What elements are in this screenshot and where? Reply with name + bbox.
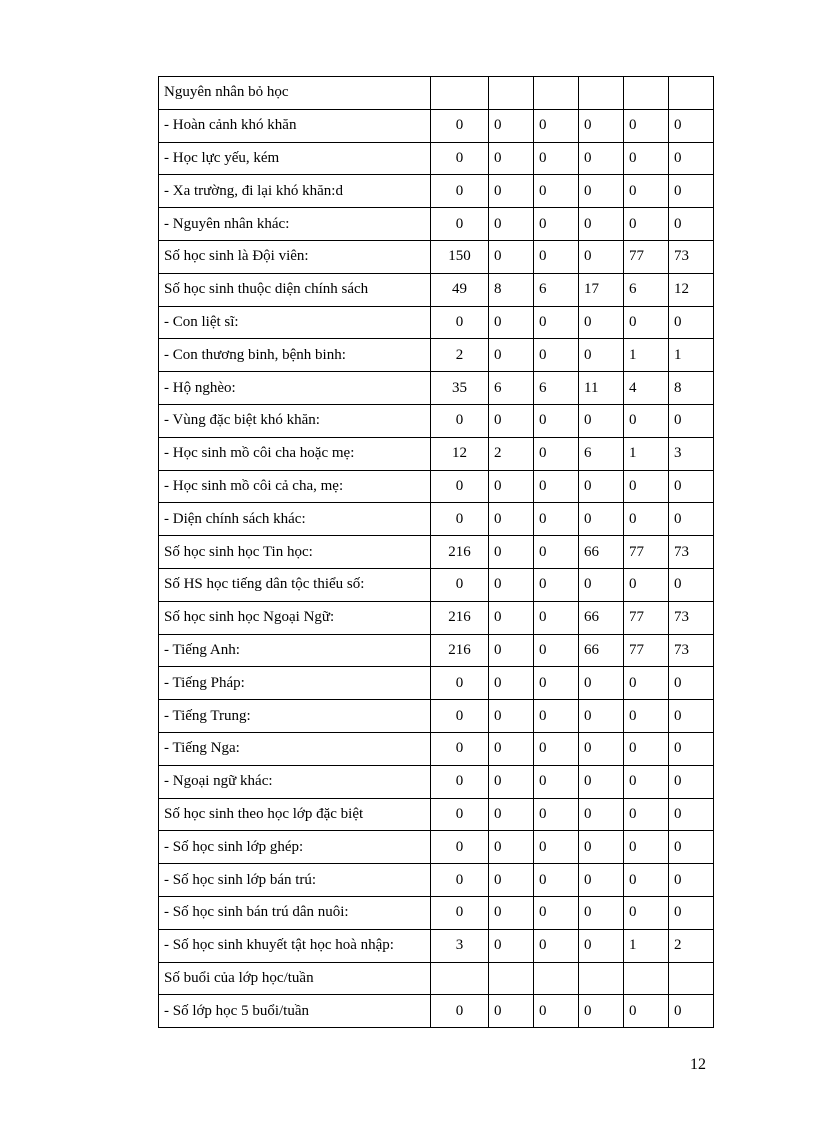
row-label: - Ngoại ngữ khác: <box>159 765 431 798</box>
total-cell: 0 <box>431 896 489 929</box>
value-cell: 0 <box>624 306 669 339</box>
value-cell: 6 <box>579 437 624 470</box>
value-cell: 0 <box>489 536 534 569</box>
value-cell: 0 <box>534 142 579 175</box>
value-cell: 1 <box>624 339 669 372</box>
row-label: - Tiếng Nga: <box>159 732 431 765</box>
total-cell: 0 <box>431 732 489 765</box>
value-cell: 73 <box>669 536 714 569</box>
total-cell: 12 <box>431 437 489 470</box>
total-cell: 216 <box>431 536 489 569</box>
total-cell: 0 <box>431 864 489 897</box>
value-cell: 0 <box>579 240 624 273</box>
total-cell: 3 <box>431 929 489 962</box>
row-label: - Con liệt sĩ: <box>159 306 431 339</box>
value-cell: 0 <box>489 864 534 897</box>
value-cell <box>534 77 579 110</box>
table-row <box>159 962 714 995</box>
value-cell <box>669 962 714 995</box>
value-cell: 0 <box>489 142 534 175</box>
value-cell: 0 <box>669 765 714 798</box>
value-cell: 0 <box>579 765 624 798</box>
value-cell: 0 <box>579 142 624 175</box>
value-cell: 1 <box>669 339 714 372</box>
value-cell <box>534 962 579 995</box>
value-cell: 0 <box>579 568 624 601</box>
value-cell: 0 <box>579 339 624 372</box>
total-cell: 0 <box>431 568 489 601</box>
value-cell: 77 <box>624 536 669 569</box>
value-cell: 0 <box>489 634 534 667</box>
value-cell: 0 <box>624 864 669 897</box>
total-cell: 0 <box>431 306 489 339</box>
value-cell: 0 <box>534 765 579 798</box>
value-cell: 0 <box>489 601 534 634</box>
value-cell: 0 <box>669 568 714 601</box>
row-label: - Vùng đặc biệt khó khăn: <box>159 404 431 437</box>
value-cell: 8 <box>669 372 714 405</box>
table-row <box>159 142 714 175</box>
value-cell: 0 <box>534 732 579 765</box>
total-cell: 150 <box>431 240 489 273</box>
value-cell: 73 <box>669 601 714 634</box>
row-label: - Hộ nghèo: <box>159 372 431 405</box>
value-cell: 77 <box>624 601 669 634</box>
value-cell <box>489 77 534 110</box>
row-label: Số học sinh là Đội viên: <box>159 240 431 273</box>
value-cell: 0 <box>669 798 714 831</box>
statistics-table <box>158 76 714 1028</box>
value-cell: 0 <box>669 700 714 733</box>
value-cell: 0 <box>534 601 579 634</box>
value-cell: 0 <box>534 831 579 864</box>
value-cell <box>579 77 624 110</box>
row-label: Nguyên nhân bỏ học <box>159 77 431 110</box>
value-cell: 0 <box>534 864 579 897</box>
row-label: - Số học sinh lớp ghép: <box>159 831 431 864</box>
total-cell: 0 <box>431 470 489 503</box>
row-label: - Diện chính sách khác: <box>159 503 431 536</box>
value-cell: 0 <box>624 831 669 864</box>
value-cell: 6 <box>624 273 669 306</box>
table-row <box>159 109 714 142</box>
value-cell: 0 <box>624 995 669 1028</box>
value-cell: 0 <box>669 109 714 142</box>
total-cell: 216 <box>431 601 489 634</box>
value-cell: 0 <box>534 208 579 241</box>
row-label: - Hoàn cảnh khó khăn <box>159 109 431 142</box>
total-cell: 0 <box>431 109 489 142</box>
total-cell: 0 <box>431 503 489 536</box>
row-label: Số học sinh học Tin học: <box>159 536 431 569</box>
table-row <box>159 77 714 110</box>
value-cell: 0 <box>579 896 624 929</box>
value-cell: 0 <box>579 700 624 733</box>
statistics-table-body <box>159 77 714 1028</box>
row-label: - Số học sinh khuyết tật học hoà nhập: <box>159 929 431 962</box>
value-cell: 0 <box>579 995 624 1028</box>
value-cell: 2 <box>489 437 534 470</box>
total-cell: 49 <box>431 273 489 306</box>
row-label: - Tiếng Anh: <box>159 634 431 667</box>
value-cell: 3 <box>669 437 714 470</box>
row-label: - Con thương binh, bệnh binh: <box>159 339 431 372</box>
row-label: - Số học sinh bán trú dân nuôi: <box>159 896 431 929</box>
value-cell: 0 <box>489 896 534 929</box>
value-cell: 6 <box>534 273 579 306</box>
value-cell: 0 <box>579 404 624 437</box>
value-cell: 0 <box>489 929 534 962</box>
value-cell: 0 <box>489 306 534 339</box>
value-cell: 0 <box>669 732 714 765</box>
total-cell: 0 <box>431 798 489 831</box>
row-label: - Số học sinh lớp bán trú: <box>159 864 431 897</box>
value-cell <box>579 962 624 995</box>
value-cell: 0 <box>534 995 579 1028</box>
row-label: - Xa trường, đi lại khó khăn:d <box>159 175 431 208</box>
value-cell: 0 <box>534 798 579 831</box>
value-cell: 0 <box>579 864 624 897</box>
total-cell <box>431 962 489 995</box>
value-cell: 1 <box>624 929 669 962</box>
table-row <box>159 929 714 962</box>
total-cell: 0 <box>431 208 489 241</box>
total-cell: 0 <box>431 831 489 864</box>
table-row <box>159 765 714 798</box>
value-cell: 0 <box>534 109 579 142</box>
value-cell: 0 <box>669 208 714 241</box>
value-cell: 0 <box>534 503 579 536</box>
total-cell: 0 <box>431 700 489 733</box>
value-cell: 0 <box>579 503 624 536</box>
value-cell: 0 <box>489 831 534 864</box>
value-cell: 0 <box>534 240 579 273</box>
value-cell: 0 <box>489 568 534 601</box>
value-cell: 0 <box>534 404 579 437</box>
value-cell: 0 <box>669 503 714 536</box>
value-cell: 6 <box>489 372 534 405</box>
value-cell: 0 <box>624 503 669 536</box>
total-cell: 35 <box>431 372 489 405</box>
value-cell: 0 <box>669 995 714 1028</box>
value-cell: 0 <box>624 208 669 241</box>
value-cell: 77 <box>624 240 669 273</box>
value-cell: 6 <box>534 372 579 405</box>
row-label: - Số lớp học 5 buổi/tuần <box>159 995 431 1028</box>
value-cell <box>489 962 534 995</box>
value-cell: 0 <box>624 404 669 437</box>
row-label: - Học sinh mồ côi cả cha, mẹ: <box>159 470 431 503</box>
value-cell: 0 <box>534 536 579 569</box>
value-cell: 0 <box>579 208 624 241</box>
value-cell: 0 <box>669 667 714 700</box>
row-label: Số buổi của lớp học/tuần <box>159 962 431 995</box>
value-cell: 0 <box>489 175 534 208</box>
value-cell: 0 <box>579 109 624 142</box>
value-cell: 0 <box>624 896 669 929</box>
row-label: Số học sinh thuộc diện chính sách <box>159 273 431 306</box>
table-row <box>159 601 714 634</box>
value-cell: 0 <box>624 142 669 175</box>
value-cell: 0 <box>579 732 624 765</box>
value-cell: 1 <box>624 437 669 470</box>
value-cell: 0 <box>534 306 579 339</box>
table-row <box>159 372 714 405</box>
value-cell: 0 <box>534 339 579 372</box>
value-cell <box>669 77 714 110</box>
value-cell: 0 <box>489 240 534 273</box>
total-cell: 0 <box>431 404 489 437</box>
value-cell: 66 <box>579 601 624 634</box>
table-row <box>159 568 714 601</box>
table-row <box>159 634 714 667</box>
value-cell: 0 <box>534 896 579 929</box>
value-cell: 66 <box>579 536 624 569</box>
value-cell: 0 <box>489 208 534 241</box>
value-cell: 0 <box>624 175 669 208</box>
value-cell: 0 <box>534 437 579 470</box>
row-label: - Học sinh mồ côi cha hoặc mẹ: <box>159 437 431 470</box>
page-number: 12 <box>690 1056 706 1073</box>
value-cell: 0 <box>489 765 534 798</box>
value-cell <box>624 962 669 995</box>
table-row <box>159 470 714 503</box>
value-cell: 0 <box>534 667 579 700</box>
value-cell: 0 <box>534 700 579 733</box>
value-cell: 0 <box>669 142 714 175</box>
value-cell: 0 <box>489 798 534 831</box>
value-cell: 0 <box>669 404 714 437</box>
table-row <box>159 273 714 306</box>
value-cell: 0 <box>489 995 534 1028</box>
row-label: Số HS học tiếng dân tộc thiểu số: <box>159 568 431 601</box>
table-row <box>159 306 714 339</box>
total-cell: 0 <box>431 765 489 798</box>
total-cell: 0 <box>431 142 489 175</box>
table-row <box>159 503 714 536</box>
total-cell <box>431 77 489 110</box>
value-cell: 8 <box>489 273 534 306</box>
table-row <box>159 536 714 569</box>
table-row <box>159 798 714 831</box>
table-row <box>159 404 714 437</box>
table-row <box>159 240 714 273</box>
table-row <box>159 339 714 372</box>
value-cell: 0 <box>624 109 669 142</box>
value-cell <box>624 77 669 110</box>
table-row <box>159 864 714 897</box>
total-cell: 0 <box>431 995 489 1028</box>
value-cell: 77 <box>624 634 669 667</box>
table-row <box>159 732 714 765</box>
table-row <box>159 175 714 208</box>
value-cell: 0 <box>624 667 669 700</box>
value-cell: 0 <box>489 339 534 372</box>
value-cell: 0 <box>624 798 669 831</box>
value-cell: 12 <box>669 273 714 306</box>
value-cell: 0 <box>489 667 534 700</box>
value-cell: 0 <box>534 568 579 601</box>
value-cell: 0 <box>669 864 714 897</box>
value-cell: 0 <box>579 306 624 339</box>
value-cell: 73 <box>669 240 714 273</box>
row-label: - Học lực yếu, kém <box>159 142 431 175</box>
value-cell: 0 <box>579 929 624 962</box>
value-cell: 0 <box>579 667 624 700</box>
value-cell: 0 <box>489 404 534 437</box>
value-cell: 0 <box>579 175 624 208</box>
value-cell: 66 <box>579 634 624 667</box>
value-cell: 0 <box>669 306 714 339</box>
row-label: Số học sinh theo học lớp đặc biệt <box>159 798 431 831</box>
value-cell: 73 <box>669 634 714 667</box>
row-label: Số học sinh học Ngoại Ngữ: <box>159 601 431 634</box>
value-cell: 0 <box>624 470 669 503</box>
value-cell: 0 <box>579 798 624 831</box>
row-label: - Tiếng Pháp: <box>159 667 431 700</box>
value-cell: 0 <box>534 634 579 667</box>
value-cell: 17 <box>579 273 624 306</box>
value-cell: 0 <box>579 470 624 503</box>
table-row <box>159 995 714 1028</box>
value-cell: 0 <box>669 831 714 864</box>
value-cell: 0 <box>624 732 669 765</box>
value-cell: 0 <box>489 700 534 733</box>
value-cell: 0 <box>534 175 579 208</box>
value-cell: 11 <box>579 372 624 405</box>
value-cell: 0 <box>624 765 669 798</box>
row-label: - Nguyên nhân khác: <box>159 208 431 241</box>
table-row <box>159 896 714 929</box>
total-cell: 216 <box>431 634 489 667</box>
value-cell: 0 <box>669 470 714 503</box>
total-cell: 0 <box>431 175 489 208</box>
value-cell: 0 <box>489 732 534 765</box>
total-cell: 2 <box>431 339 489 372</box>
value-cell: 0 <box>669 175 714 208</box>
value-cell: 0 <box>624 568 669 601</box>
table-row <box>159 700 714 733</box>
value-cell: 0 <box>534 929 579 962</box>
total-cell: 0 <box>431 667 489 700</box>
value-cell: 4 <box>624 372 669 405</box>
table-row <box>159 831 714 864</box>
value-cell: 0 <box>624 700 669 733</box>
value-cell: 0 <box>489 503 534 536</box>
table-row <box>159 437 714 470</box>
value-cell: 0 <box>579 831 624 864</box>
row-label: - Tiếng Trung: <box>159 700 431 733</box>
value-cell: 0 <box>534 470 579 503</box>
value-cell: 0 <box>489 109 534 142</box>
table-row <box>159 667 714 700</box>
value-cell: 2 <box>669 929 714 962</box>
table-row <box>159 208 714 241</box>
value-cell: 0 <box>489 470 534 503</box>
value-cell: 0 <box>669 896 714 929</box>
